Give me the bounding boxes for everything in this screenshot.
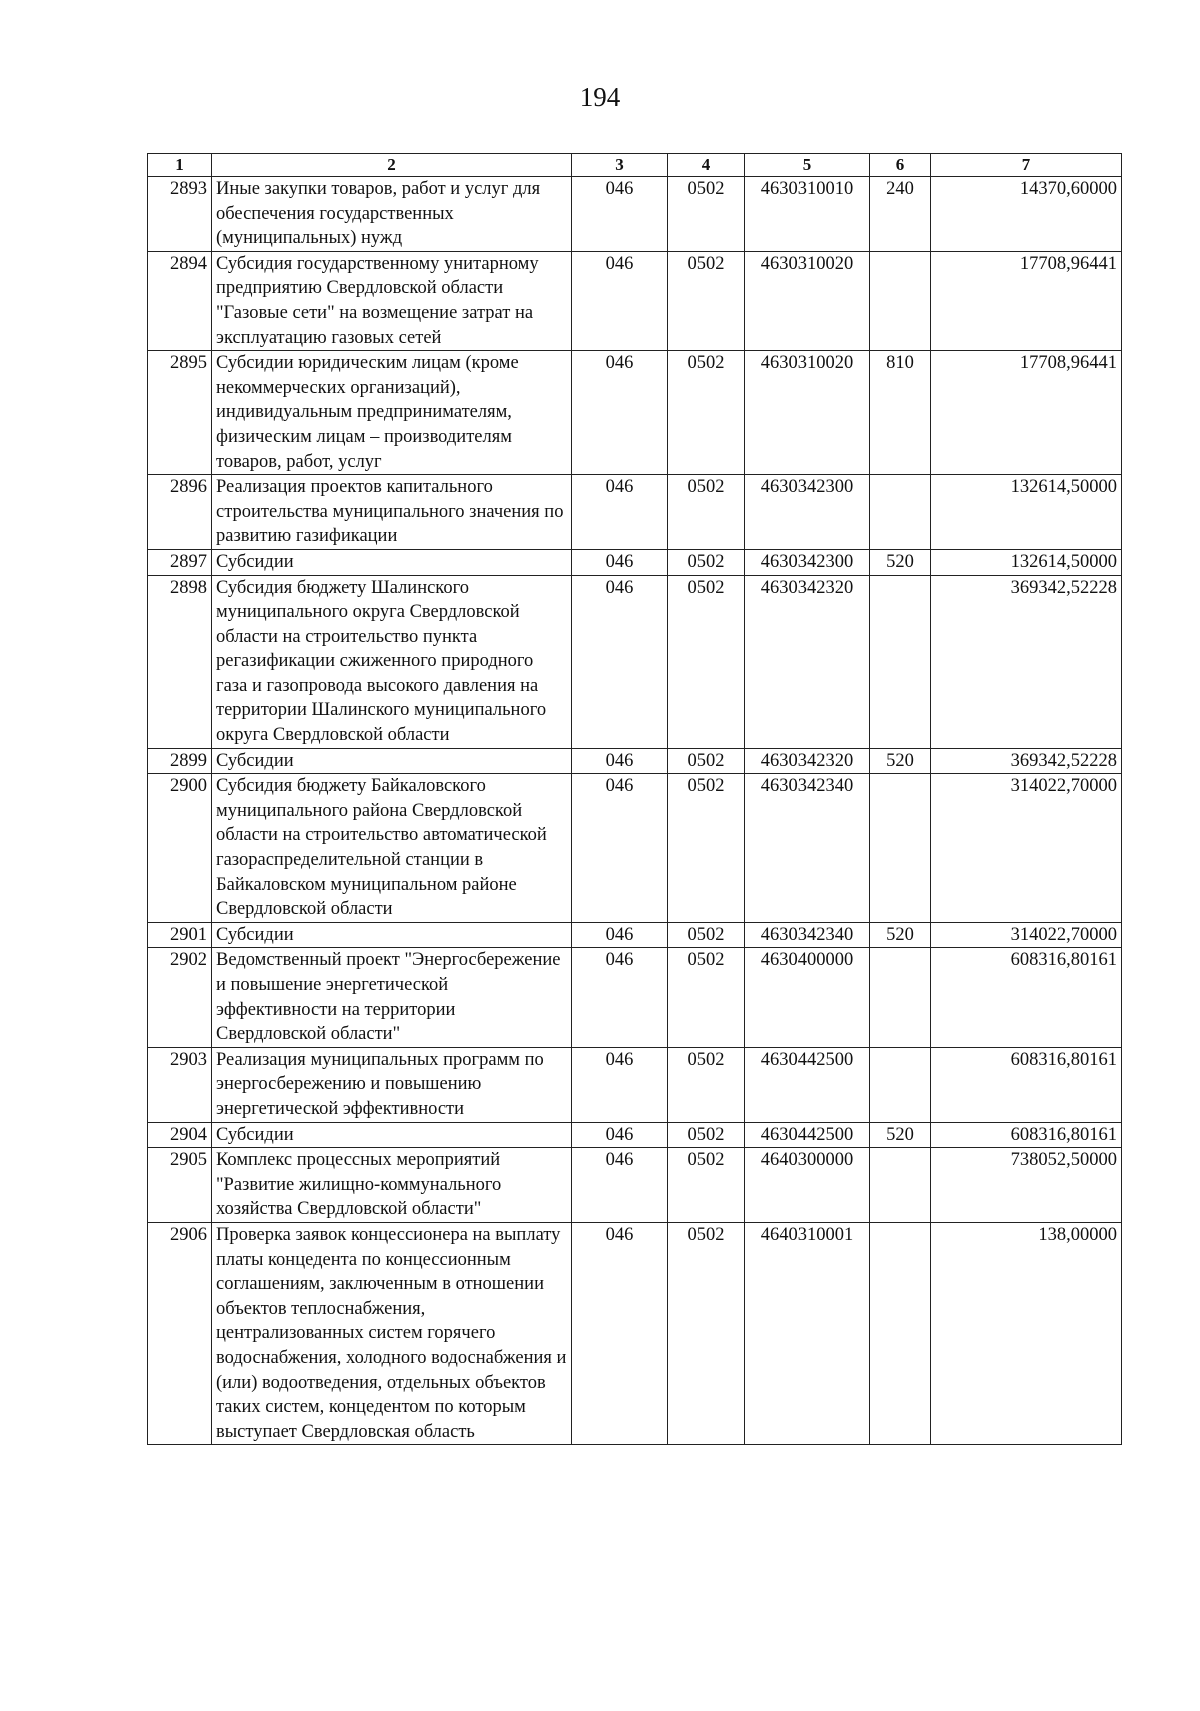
column-header: 7: [931, 154, 1122, 177]
row-expense-type: [870, 575, 931, 748]
row-section-code: 0502: [668, 475, 745, 550]
row-admin-code: 046: [572, 177, 668, 252]
row-description: Реализация проектов капитального строительства муниципального значения по развитию газификации: [212, 475, 572, 550]
row-expense-type: 520: [870, 549, 931, 575]
row-admin-code: 046: [572, 351, 668, 475]
row-section-code: 0502: [668, 948, 745, 1047]
row-section-code: 0502: [668, 1047, 745, 1122]
row-admin-code: 046: [572, 1222, 668, 1444]
row-admin-code: 046: [572, 1122, 668, 1148]
row-number: 2899: [148, 748, 212, 774]
row-target-code: 4630442500: [745, 1047, 870, 1122]
row-target-code: 4630342340: [745, 922, 870, 948]
row-amount: 17708,96441: [931, 351, 1122, 475]
row-section-code: 0502: [668, 251, 745, 350]
row-section-code: 0502: [668, 922, 745, 948]
row-target-code: 4630342320: [745, 575, 870, 748]
row-amount: 132614,50000: [931, 549, 1122, 575]
row-description: Субсидии юридическим лицам (кроме некоммерческих организаций), индивидуальным предпринимателям, физическим лицам – производителям товаров, работ, услуг: [212, 351, 572, 475]
row-expense-type: 240: [870, 177, 931, 252]
row-description: Комплекс процессных мероприятий "Развитие жилищно-коммунального хозяйства Свердловской области": [212, 1148, 572, 1223]
budget-table: [147, 153, 1122, 1445]
row-expense-type: [870, 774, 931, 923]
row-section-code: 0502: [668, 1222, 745, 1444]
row-description: Субсидии: [212, 922, 572, 948]
table-row: [148, 251, 1122, 350]
row-admin-code: 046: [572, 1148, 668, 1223]
row-amount: 608316,80161: [931, 1122, 1122, 1148]
row-admin-code: 046: [572, 549, 668, 575]
row-admin-code: 046: [572, 774, 668, 923]
row-admin-code: 046: [572, 475, 668, 550]
row-section-code: 0502: [668, 351, 745, 475]
row-expense-type: [870, 1047, 931, 1122]
row-number: 2905: [148, 1148, 212, 1223]
row-number: 2906: [148, 1222, 212, 1444]
row-description: Реализация муниципальных программ по энергосбережению и повышению энергетической эффективности: [212, 1047, 572, 1122]
row-description: Субсидия бюджету Шалинского муниципального округа Свердловской области на строительство пункта регазификации сжиженного природного газа и газопровода высокого давления на территории Шалинского муниципального округа Свердловской области: [212, 575, 572, 748]
row-number: 2893: [148, 177, 212, 252]
row-number: 2903: [148, 1047, 212, 1122]
table-row: [148, 1148, 1122, 1223]
row-target-code: 4630342340: [745, 774, 870, 923]
row-expense-type: [870, 1222, 931, 1444]
row-section-code: 0502: [668, 575, 745, 748]
row-amount: 314022,70000: [931, 774, 1122, 923]
row-number: 2901: [148, 922, 212, 948]
row-number: 2902: [148, 948, 212, 1047]
row-section-code: 0502: [668, 549, 745, 575]
row-description: Субсидии: [212, 1122, 572, 1148]
row-description: Проверка заявок концессионера на выплату платы концедента по концессионным соглашениям, заключенным в отношении объектов теплоснабжения, централизованных систем горячего водоснабжения, холодного водоснабжения и (или) водоотведения, отдельных объектов таких систем, концедентом по которым выступает Свердловская область: [212, 1222, 572, 1444]
row-number: 2900: [148, 774, 212, 923]
row-description: Иные закупки товаров, работ и услуг для обеспечения государственных (муниципальных) нужд: [212, 177, 572, 252]
row-expense-type: 520: [870, 748, 931, 774]
row-admin-code: 046: [572, 748, 668, 774]
column-header: 6: [870, 154, 931, 177]
row-admin-code: 046: [572, 575, 668, 748]
row-number: 2897: [148, 549, 212, 575]
row-amount: 608316,80161: [931, 948, 1122, 1047]
row-admin-code: 046: [572, 922, 668, 948]
row-target-code: 4630400000: [745, 948, 870, 1047]
table-row: [148, 1222, 1122, 1444]
row-description: Субсидия бюджету Байкаловского муниципального района Свердловской области на строительство автоматической газораспределительной станции в Байкаловском муниципальном районе Свердловской области: [212, 774, 572, 923]
row-target-code: 4640300000: [745, 1148, 870, 1223]
table-row: [148, 475, 1122, 550]
row-expense-type: 520: [870, 1122, 931, 1148]
row-expense-type: 520: [870, 922, 931, 948]
table-row: [148, 549, 1122, 575]
column-header: 1: [148, 154, 212, 177]
row-amount: 14370,60000: [931, 177, 1122, 252]
row-number: 2896: [148, 475, 212, 550]
row-target-code: 4630342300: [745, 475, 870, 550]
table-row: [148, 748, 1122, 774]
row-amount: 608316,80161: [931, 1047, 1122, 1122]
row-number: 2904: [148, 1122, 212, 1148]
row-expense-type: [870, 948, 931, 1047]
row-target-code: 4630442500: [745, 1122, 870, 1148]
row-amount: 738052,50000: [931, 1148, 1122, 1223]
row-admin-code: 046: [572, 1047, 668, 1122]
row-expense-type: [870, 251, 931, 350]
row-number: 2894: [148, 251, 212, 350]
row-section-code: 0502: [668, 748, 745, 774]
column-header: 3: [572, 154, 668, 177]
row-description: Ведомственный проект "Энергосбережение и повышение энергетической эффективности на территории Свердловской области": [212, 948, 572, 1047]
column-header: 5: [745, 154, 870, 177]
table-row: [148, 575, 1122, 748]
row-section-code: 0502: [668, 1148, 745, 1223]
row-target-code: 4630342300: [745, 549, 870, 575]
row-target-code: 4630342320: [745, 748, 870, 774]
row-target-code: 4640310001: [745, 1222, 870, 1444]
table-row: [148, 774, 1122, 923]
table-row: [148, 922, 1122, 948]
row-amount: 138,00000: [931, 1222, 1122, 1444]
table-row: [148, 177, 1122, 252]
row-expense-type: 810: [870, 351, 931, 475]
row-number: 2898: [148, 575, 212, 748]
row-target-code: 4630310020: [745, 351, 870, 475]
table-row: [148, 1047, 1122, 1122]
row-description: Субсидия государственному унитарному предприятию Свердловской области "Газовые сети" на возмещение затрат на эксплуатацию газовых сетей: [212, 251, 572, 350]
row-target-code: 4630310020: [745, 251, 870, 350]
row-expense-type: [870, 1148, 931, 1223]
row-description: Субсидии: [212, 549, 572, 575]
row-admin-code: 046: [572, 948, 668, 1047]
row-section-code: 0502: [668, 1122, 745, 1148]
table-header-row: [148, 154, 1122, 177]
row-target-code: 4630310010: [745, 177, 870, 252]
row-description: Субсидии: [212, 748, 572, 774]
column-header: 4: [668, 154, 745, 177]
row-amount: 369342,52228: [931, 575, 1122, 748]
row-admin-code: 046: [572, 251, 668, 350]
table-row: [148, 351, 1122, 475]
row-number: 2895: [148, 351, 212, 475]
table-row: [148, 1122, 1122, 1148]
column-header: 2: [212, 154, 572, 177]
page-number: 194: [579, 82, 621, 112]
row-amount: 17708,96441: [931, 251, 1122, 350]
row-amount: 369342,52228: [931, 748, 1122, 774]
row-expense-type: [870, 475, 931, 550]
row-amount: 314022,70000: [931, 922, 1122, 948]
row-amount: 132614,50000: [931, 475, 1122, 550]
row-section-code: 0502: [668, 177, 745, 252]
table-row: [148, 948, 1122, 1047]
row-section-code: 0502: [668, 774, 745, 923]
